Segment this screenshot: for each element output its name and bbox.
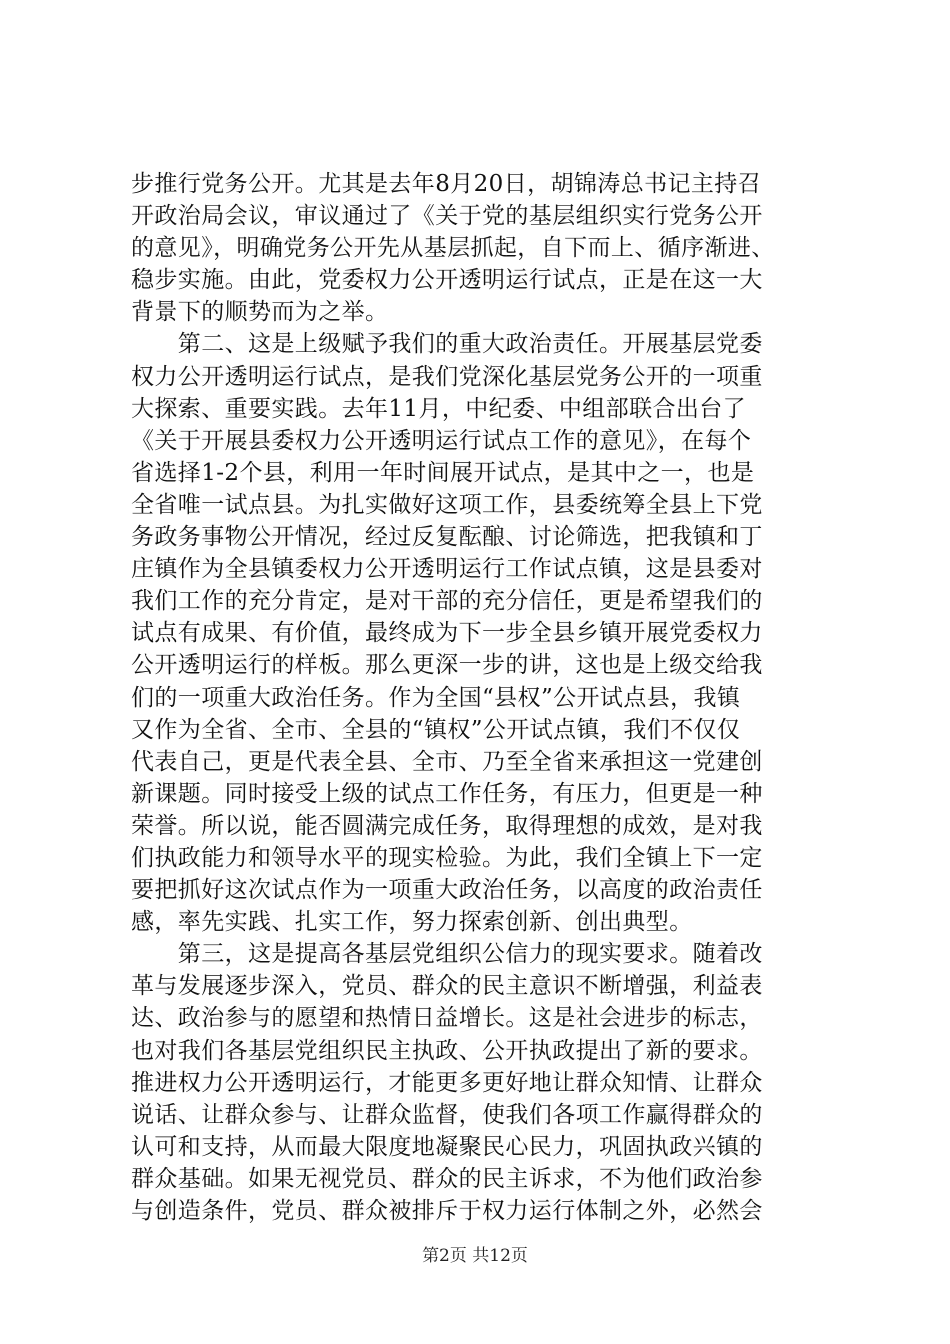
body-text [131,168,831,1227]
text-line: 背景下的顺势而为之举。 [131,299,389,326]
text-line: 步推行党务公开。尤其是去年8月20日，胡锦涛总书记主持召 [131,171,762,197]
text-line: 又作为全省、全市、全县的“镇权”公开试点镇，我们不仅仅 [131,716,741,743]
text-line: 全省唯一试点县。为扎实做好这项工作，县委统筹全县上下党 [131,491,763,518]
text-line: 开政治局会议，审议通过了《关于党的基层组织实行党务公开 [131,203,763,230]
text-line: 《关于开展县委权力公开透明运行试点工作的意见》，在每个 [131,427,752,454]
text-line: 群众基础。如果无视党员、群众的民主诉求，不为他们政治参 [131,1165,763,1192]
text-line: 说话、让群众参与、让群众监督，使我们各项工作赢得群众的 [131,1101,763,1128]
text-line: 稳步实施。由此，党委权力公开透明运行试点，正是在这一大 [131,267,763,294]
text-line: 省选择1-2个县，利用一年时间展开试点，是其中之一，也是 [131,459,755,486]
text-line: 试点有成果、有价值，最终成为下一步全县乡镇开展党委权力 [131,620,763,647]
text-line: 务政务事物公开情况，经过反复酝酿、讨论筛选，把我镇和丁 [131,524,763,551]
text-line: 新课题。同时接受上级的试点工作任务，有压力，但更是一种 [131,780,763,807]
text-line: 也对我们各基层党组织民主执政、公开执政提出了新的要求。 [131,1037,763,1064]
text-line: 的意见》，明确党务公开先从基层抓起，自下而上、循序渐进、 [131,235,775,262]
text-line: 第三，这是提高各基层党组织公信力的现实要求。随着改 [131,941,763,968]
text-line: 荣誉。所以说，能否圆满完成任务，取得理想的成效，是对我 [131,812,763,839]
text-line: 庄镇作为全县镇委权力公开透明运行工作试点镇，这是县委对 [131,556,763,583]
text-line: 感，率先实践、扎实工作，努力探索创新、创出典型。 [131,909,693,936]
text-line: 权力公开透明运行试点，是我们党深化基层党务公开的一项重 [131,363,763,390]
text-line: 大探索、重要实践。去年11月，中纪委、中组部联合出台了 [131,395,747,422]
text-line: 达、政治参与的愿望和热情日益增长。这是社会进步的标志， [131,1005,763,1032]
text-line: 与创造条件，党员、群众被排斥于权力运行体制之外，必然会 [131,1198,763,1224]
text-line: 认可和支持，从而最大限度地凝聚民心民力，巩固执政兴镇的 [131,1133,763,1160]
text-line: 代表自己，更是代表全县、全市、乃至全省来承担这一党建创 [131,748,763,775]
page-number-footer: 第2页 共12页 [422,1246,528,1266]
text-line: 要把抓好这次试点作为一项重大政治任务，以高度的政治责任 [131,877,763,904]
text-line: 们执政能力和领导水平的现实检验。为此，我们全镇上下一定 [131,844,763,871]
text-line: 我们工作的充分肯定，是对干部的充分信任，更是希望我们的 [131,588,763,615]
text-line: 第二、这是上级赋予我们的重大政治责任。开展基层党委 [131,331,763,358]
text-line: 们的一项重大政治任务。作为全国“县权”公开试点县，我镇 [131,684,741,711]
text-line: 革与发展逐步深入，党员、群众的民主意识不断增强，利益表 [131,973,763,1000]
text-line: 推进权力公开透明运行，才能更多更好地让群众知情、让群众 [131,1069,763,1096]
text-line: 公开透明运行的样板。那么更深一步的讲，这也是上级交给我 [131,652,763,679]
